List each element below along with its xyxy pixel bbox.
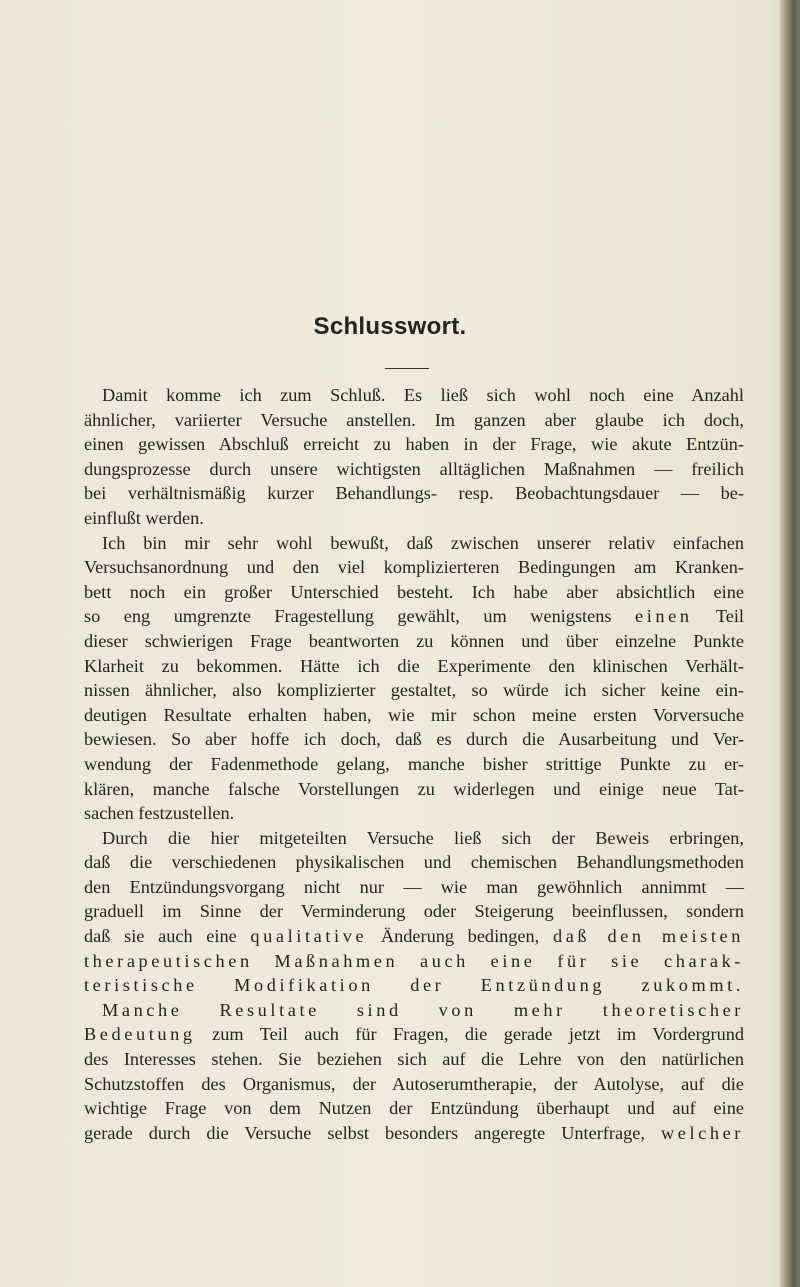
text-line: des Interesses stehen. Sie beziehen sich auf die Lehre von den natürlichen: [84, 1049, 744, 1070]
text-line: daß sie auch eine qualitative Änderung bedingen, daß den meisten: [84, 926, 744, 947]
text-line: nissen ähnlicher, also komplizierter gestaltet, so würde ich sicher keine ein-: [84, 680, 744, 701]
text-line: Durch die hier mitgeteilten Versuche ließ sich der Beweis erbringen,: [102, 827, 744, 848]
text-line: den Entzündungsvorgang nicht nur — wie man gewöhnlich annimmt —: [84, 876, 744, 897]
text-line: bewiesen. So aber hoffe ich doch, daß es durch die Ausarbeitung und Ver-: [84, 729, 744, 750]
text-line: Klarheit zu bekommen. Hätte ich die Experimente den klinischen Verhält-: [84, 655, 744, 676]
text-line: therapeutischen Maßnahmen auch eine für sie charak-: [84, 950, 744, 971]
text-line: so eng umgrenzte Fragestellung gewählt, um wenigstens einen Teil: [84, 606, 744, 627]
text-line: wichtige Frage von dem Nutzen der Entzündung überhaupt und auf eine: [84, 1098, 744, 1119]
text-line: dieser schwierigen Frage beantworten zu können und über einzelne Punkte: [84, 630, 744, 651]
text-line: ähnlicher, variierter Versuche anstellen. Im ganzen aber glaube ich doch,: [84, 409, 744, 430]
text-line: bett noch ein großer Unterschied besteht. Ich habe aber absichtlich eine: [84, 581, 744, 602]
text-line: graduell im Sinne der Verminderung oder Steigerung beeinflussen, sondern: [84, 901, 744, 922]
section-title: Schlusswort.: [313, 313, 467, 340]
title-rule: [385, 368, 429, 369]
text-line: Damit komme ich zum Schluß. Es ließ sich wohl noch eine Anzahl: [102, 385, 744, 405]
text-line: teristische Modifikation der Entzündung zukommt.: [84, 975, 744, 996]
text-line: einflußt werden.: [84, 507, 204, 528]
text-line: Ich bin mir sehr wohl bewußt, daß zwischen unserer relativ einfachen: [102, 532, 744, 553]
text-line: Versuchsanordnung und den viel komplizierteren Bedingungen am Kranken-: [84, 557, 744, 578]
text-line: sachen festzustellen.: [84, 803, 235, 824]
text-line: Manche Resultate sind von mehr theoretischer: [102, 999, 744, 1020]
text-line: bei verhältnismäßig kurzer Behandlungs- resp. Beobachtungsdauer — be-: [84, 483, 744, 504]
body-text: [84, 383, 744, 1145]
text-line: einen gewissen Abschluß erreicht zu haben in der Frage, wie akute Entzün-: [84, 434, 744, 455]
text-line: Bedeutung zum Teil auch für Fragen, die gerade jetzt im Vordergrund: [84, 1024, 744, 1045]
text-line: wendung der Fadenmethode gelang, manche bisher strittige Punkte zu er-: [84, 753, 744, 774]
page-edge-shadow: [780, 0, 800, 1287]
text-line: Schutzstoffen des Organismus, der Autoserumtherapie, der Autolyse, auf die: [84, 1073, 744, 1094]
text-line: deutigen Resultate erhalten haben, wie mir schon meine ersten Vorversuche: [84, 704, 744, 725]
text-line: gerade durch die Versuche selbst besonders angeregte Unterfrage, welcher: [84, 1122, 744, 1143]
text-line: daß die verschiedenen physikalischen und chemischen Behandlungsmethoden: [84, 852, 744, 873]
text-line: dungsprozesse durch unsere wichtigsten alltäglichen Maßnahmen — freilich: [84, 458, 744, 479]
text-line: klären, manche falsche Vorstellungen zu widerlegen und einige neue Tat-: [84, 778, 744, 799]
